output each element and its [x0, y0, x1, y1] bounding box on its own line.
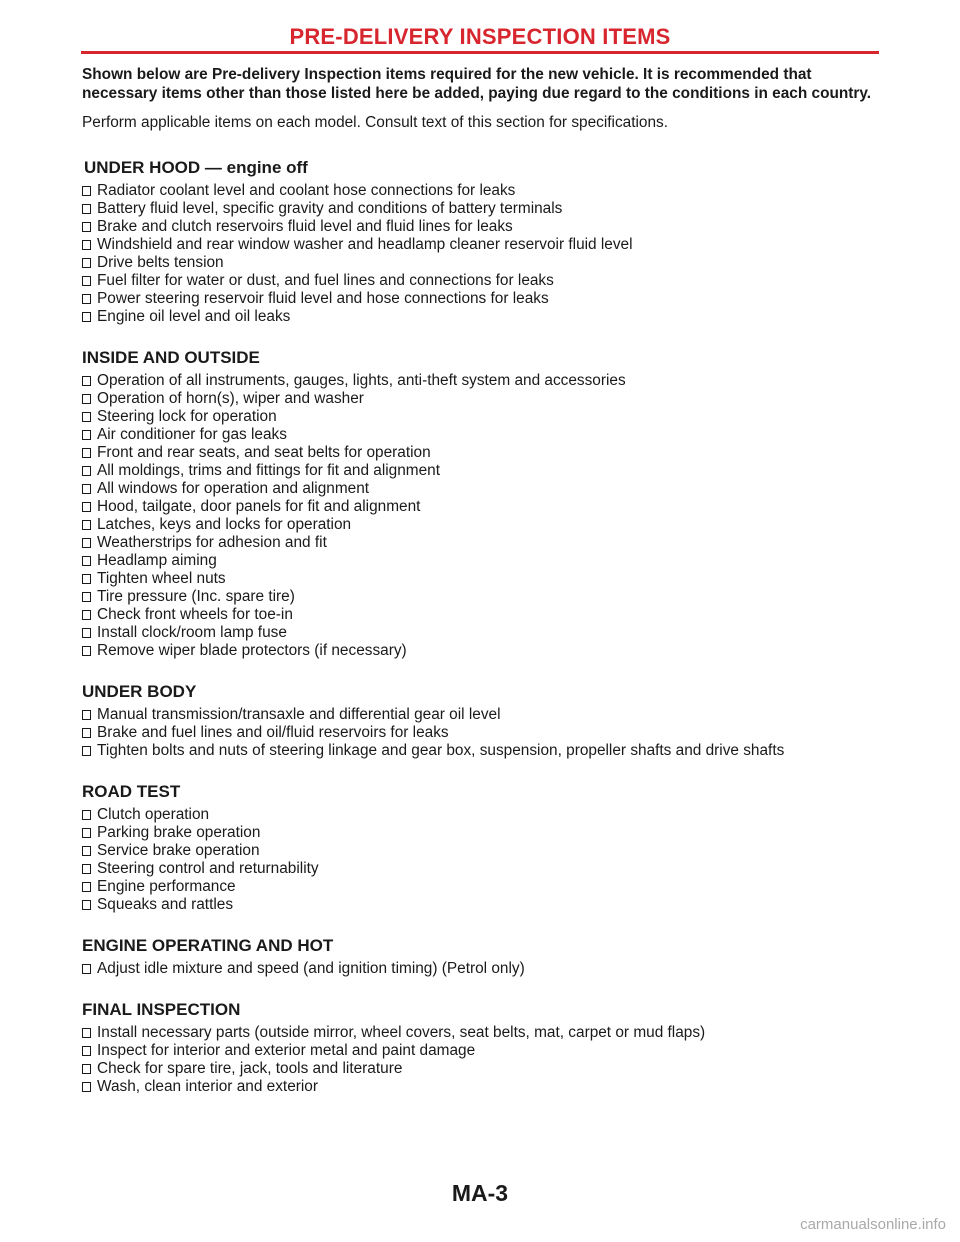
checklist-item-text: Power steering reservoir fluid level and hose connections for leaks: [97, 290, 549, 307]
section-heading: UNDER HOOD — engine off: [84, 158, 308, 177]
checklist-item-text: Drive belts tension: [97, 254, 224, 271]
checklist-item: [82, 254, 882, 272]
checklist-item-text: Battery fluid level, specific gravity and conditions of battery terminals: [97, 200, 563, 217]
checklist-item: [82, 860, 882, 878]
checkbox-icon: [82, 430, 91, 440]
page-header-title: PRE-DELIVERY INSPECTION ITEMS: [289, 24, 671, 49]
checklist-item-text: Fuel filter for water or dust, and fuel lines and connections for leaks: [97, 272, 554, 289]
checkbox-icon: [82, 312, 91, 322]
section-heading: UNDER BODY: [82, 682, 197, 701]
checklist-item: [82, 390, 882, 408]
checklist-item: [82, 372, 882, 390]
document-body: [82, 65, 882, 1096]
section-heading: ROAD TEST: [82, 782, 181, 801]
checklist-item: [82, 290, 882, 308]
checklist-item: [82, 570, 882, 588]
checkbox-icon: [82, 520, 91, 530]
checkbox-icon: [82, 556, 91, 566]
checkbox-icon: [82, 258, 91, 268]
checklist-item: [82, 444, 882, 462]
checklist-item-text: Check for spare tire, jack, tools and literature: [97, 1060, 403, 1077]
checklist-section: [82, 1000, 882, 1096]
checklist-item: [82, 182, 882, 200]
checklist-item: [82, 552, 882, 570]
checklist-item: [82, 878, 882, 896]
checkbox-icon: [82, 484, 91, 494]
checkbox-icon: [82, 1082, 91, 1092]
checklist-item: [82, 1024, 882, 1042]
checklist-item-text: Air conditioner for gas leaks: [97, 426, 287, 443]
checkbox-icon: [82, 846, 91, 856]
checkbox-icon: [82, 628, 91, 638]
checklist-item: [82, 200, 882, 218]
checklist-item: [82, 308, 882, 326]
checklist-section: [82, 348, 882, 660]
checklist-item-text: Operation of horn(s), wiper and washer: [97, 390, 364, 407]
checklist-item: [82, 706, 882, 724]
checkbox-icon: [82, 1064, 91, 1074]
checklist-item-text: Steering control and returnability: [97, 860, 319, 877]
checklist-item-text: Latches, keys and locks for operation: [97, 516, 352, 533]
checklist-item-text: Hood, tailgate, door panels for fit and alignment: [97, 498, 421, 515]
checklist-item-text: Wash, clean interior and exterior: [97, 1078, 318, 1095]
checklist-item-text: Radiator coolant level and coolant hose connections for leaks: [97, 182, 516, 199]
section-heading: INSIDE AND OUTSIDE: [82, 348, 260, 367]
page-number: MA-3: [451, 1180, 509, 1206]
checklist-section: [82, 682, 882, 760]
checklist-item-text: Tighten wheel nuts: [97, 570, 226, 587]
checklist-item-text: Operation of all instruments, gauges, lights, anti-theft system and accessories: [97, 372, 626, 389]
checkbox-icon: [82, 294, 91, 304]
checkbox-icon: [82, 240, 91, 250]
checkbox-icon: [82, 810, 91, 820]
checklist-item-text: All windows for operation and alignment: [97, 480, 370, 497]
checkbox-icon: [82, 538, 91, 548]
checkbox-icon: [82, 276, 91, 286]
checklist: [82, 1024, 882, 1096]
intro-paragraph: Perform applicable items on each model. Consult text of this section for specifications.: [82, 114, 668, 131]
checklist-item-text: Brake and fuel lines and oil/fluid reservoirs for leaks: [97, 724, 449, 741]
section-heading: ENGINE OPERATING AND HOT: [82, 936, 334, 955]
checklist-item-text: All moldings, trims and fittings for fit and alignment: [97, 462, 441, 479]
checkbox-icon: [82, 592, 91, 602]
checklist-item: [82, 218, 882, 236]
checklist-item: [82, 960, 882, 978]
checklist: [82, 372, 882, 660]
checklist-item: [82, 534, 882, 552]
checklist-item-text: Install clock/room lamp fuse: [97, 624, 287, 641]
checklist: [82, 182, 882, 326]
checkbox-icon: [82, 376, 91, 386]
checklist-item-text: Service brake operation: [97, 842, 260, 859]
checklist-item: [82, 272, 882, 290]
checkbox-icon: [82, 964, 91, 974]
checklist-sections: [82, 158, 882, 1096]
checkbox-icon: [82, 1028, 91, 1038]
checkbox-icon: [82, 882, 91, 892]
checkbox-icon: [82, 900, 91, 910]
checklist-section: [82, 158, 882, 326]
watermark: carmanualsonline.info: [800, 1216, 946, 1233]
checkbox-icon: [82, 412, 91, 422]
checklist-item-text: Front and rear seats, and seat belts for operation: [97, 444, 431, 461]
checklist: [82, 960, 882, 978]
checklist-item: [82, 824, 882, 842]
header-divider: [81, 51, 879, 54]
checklist-item: [82, 426, 882, 444]
checklist-item-text: Steering lock for operation: [97, 408, 277, 425]
checklist-item: [82, 480, 882, 498]
checklist-item-text: Headlamp aiming: [97, 552, 217, 569]
checkbox-icon: [82, 710, 91, 720]
checkbox-icon: [82, 746, 91, 756]
checkbox-icon: [82, 186, 91, 196]
checklist-item: [82, 1060, 882, 1078]
checkbox-icon: [82, 828, 91, 838]
checklist-item-text: Parking brake operation: [97, 824, 261, 841]
checklist-item-text: Brake and clutch reservoirs fluid level and fluid lines for leaks: [97, 218, 513, 235]
checklist-item-text: Inspect for interior and exterior metal and paint damage: [97, 1042, 476, 1059]
checkbox-icon: [82, 646, 91, 656]
checklist-item-text: Engine performance: [97, 878, 236, 895]
checklist-item-text: Manual transmission/transaxle and differential gear oil level: [97, 706, 501, 723]
checklist-item-text: Windshield and rear window washer and headlamp cleaner reservoir fluid level: [97, 236, 633, 253]
checklist-item: [82, 408, 882, 426]
checkbox-icon: [82, 502, 91, 512]
checklist-item: [82, 642, 882, 660]
checklist-item: [82, 624, 882, 642]
checklist-item-text: Weatherstrips for adhesion and fit: [97, 534, 327, 551]
checklist-item: [82, 516, 882, 534]
checklist-item-text: Engine oil level and oil leaks: [97, 308, 291, 325]
checklist-item-text: Install necessary parts (outside mirror, wheel covers, seat belts, mat, carpet or mud flaps): [97, 1024, 706, 1041]
checklist-item: [82, 236, 882, 254]
checkbox-icon: [82, 864, 91, 874]
checklist-item: [82, 1042, 882, 1060]
checkbox-icon: [82, 728, 91, 738]
checklist-item: [82, 1078, 882, 1096]
checklist: [82, 706, 882, 760]
checklist: [82, 806, 882, 914]
checklist-item-text: Squeaks and rattles: [97, 896, 234, 913]
checklist-section: [82, 782, 882, 914]
checklist-item: [82, 498, 882, 516]
checkbox-icon: [82, 222, 91, 232]
checklist-item: [82, 896, 882, 914]
checkbox-icon: [82, 204, 91, 214]
checkbox-icon: [82, 574, 91, 584]
checklist-item-text: Remove wiper blade protectors (if necessary): [97, 642, 407, 659]
intro-paragraph-bold: Shown below are Pre-delivery Inspection items required for the new vehicle. It is recommended that necessary items other than those listed here be added, paying due regard to the conditions in each country.: [82, 66, 872, 102]
checklist-item-text: Tighten bolts and nuts of steering linkage and gear box, suspension, propeller shafts and drive shafts: [97, 742, 785, 759]
checklist-item: [82, 806, 882, 824]
checkbox-icon: [82, 448, 91, 458]
section-heading: FINAL INSPECTION: [82, 1000, 241, 1019]
checkbox-icon: [82, 1046, 91, 1056]
checklist-item: [82, 724, 882, 742]
checklist-item: [82, 606, 882, 624]
checkbox-icon: [82, 394, 91, 404]
checkbox-icon: [82, 610, 91, 620]
checklist-item-text: Check front wheels for toe-in: [97, 606, 293, 623]
checklist-item: [82, 742, 882, 760]
checklist-item: [82, 842, 882, 860]
checklist-item: [82, 588, 882, 606]
checklist-section: [82, 936, 882, 978]
checkbox-icon: [82, 466, 91, 476]
checklist-item-text: Tire pressure (Inc. spare tire): [97, 588, 295, 605]
checklist-item-text: Clutch operation: [97, 806, 210, 823]
checklist-item-text: Adjust idle mixture and speed (and ignition timing) (Petrol only): [97, 960, 525, 977]
checklist-item: [82, 462, 882, 480]
